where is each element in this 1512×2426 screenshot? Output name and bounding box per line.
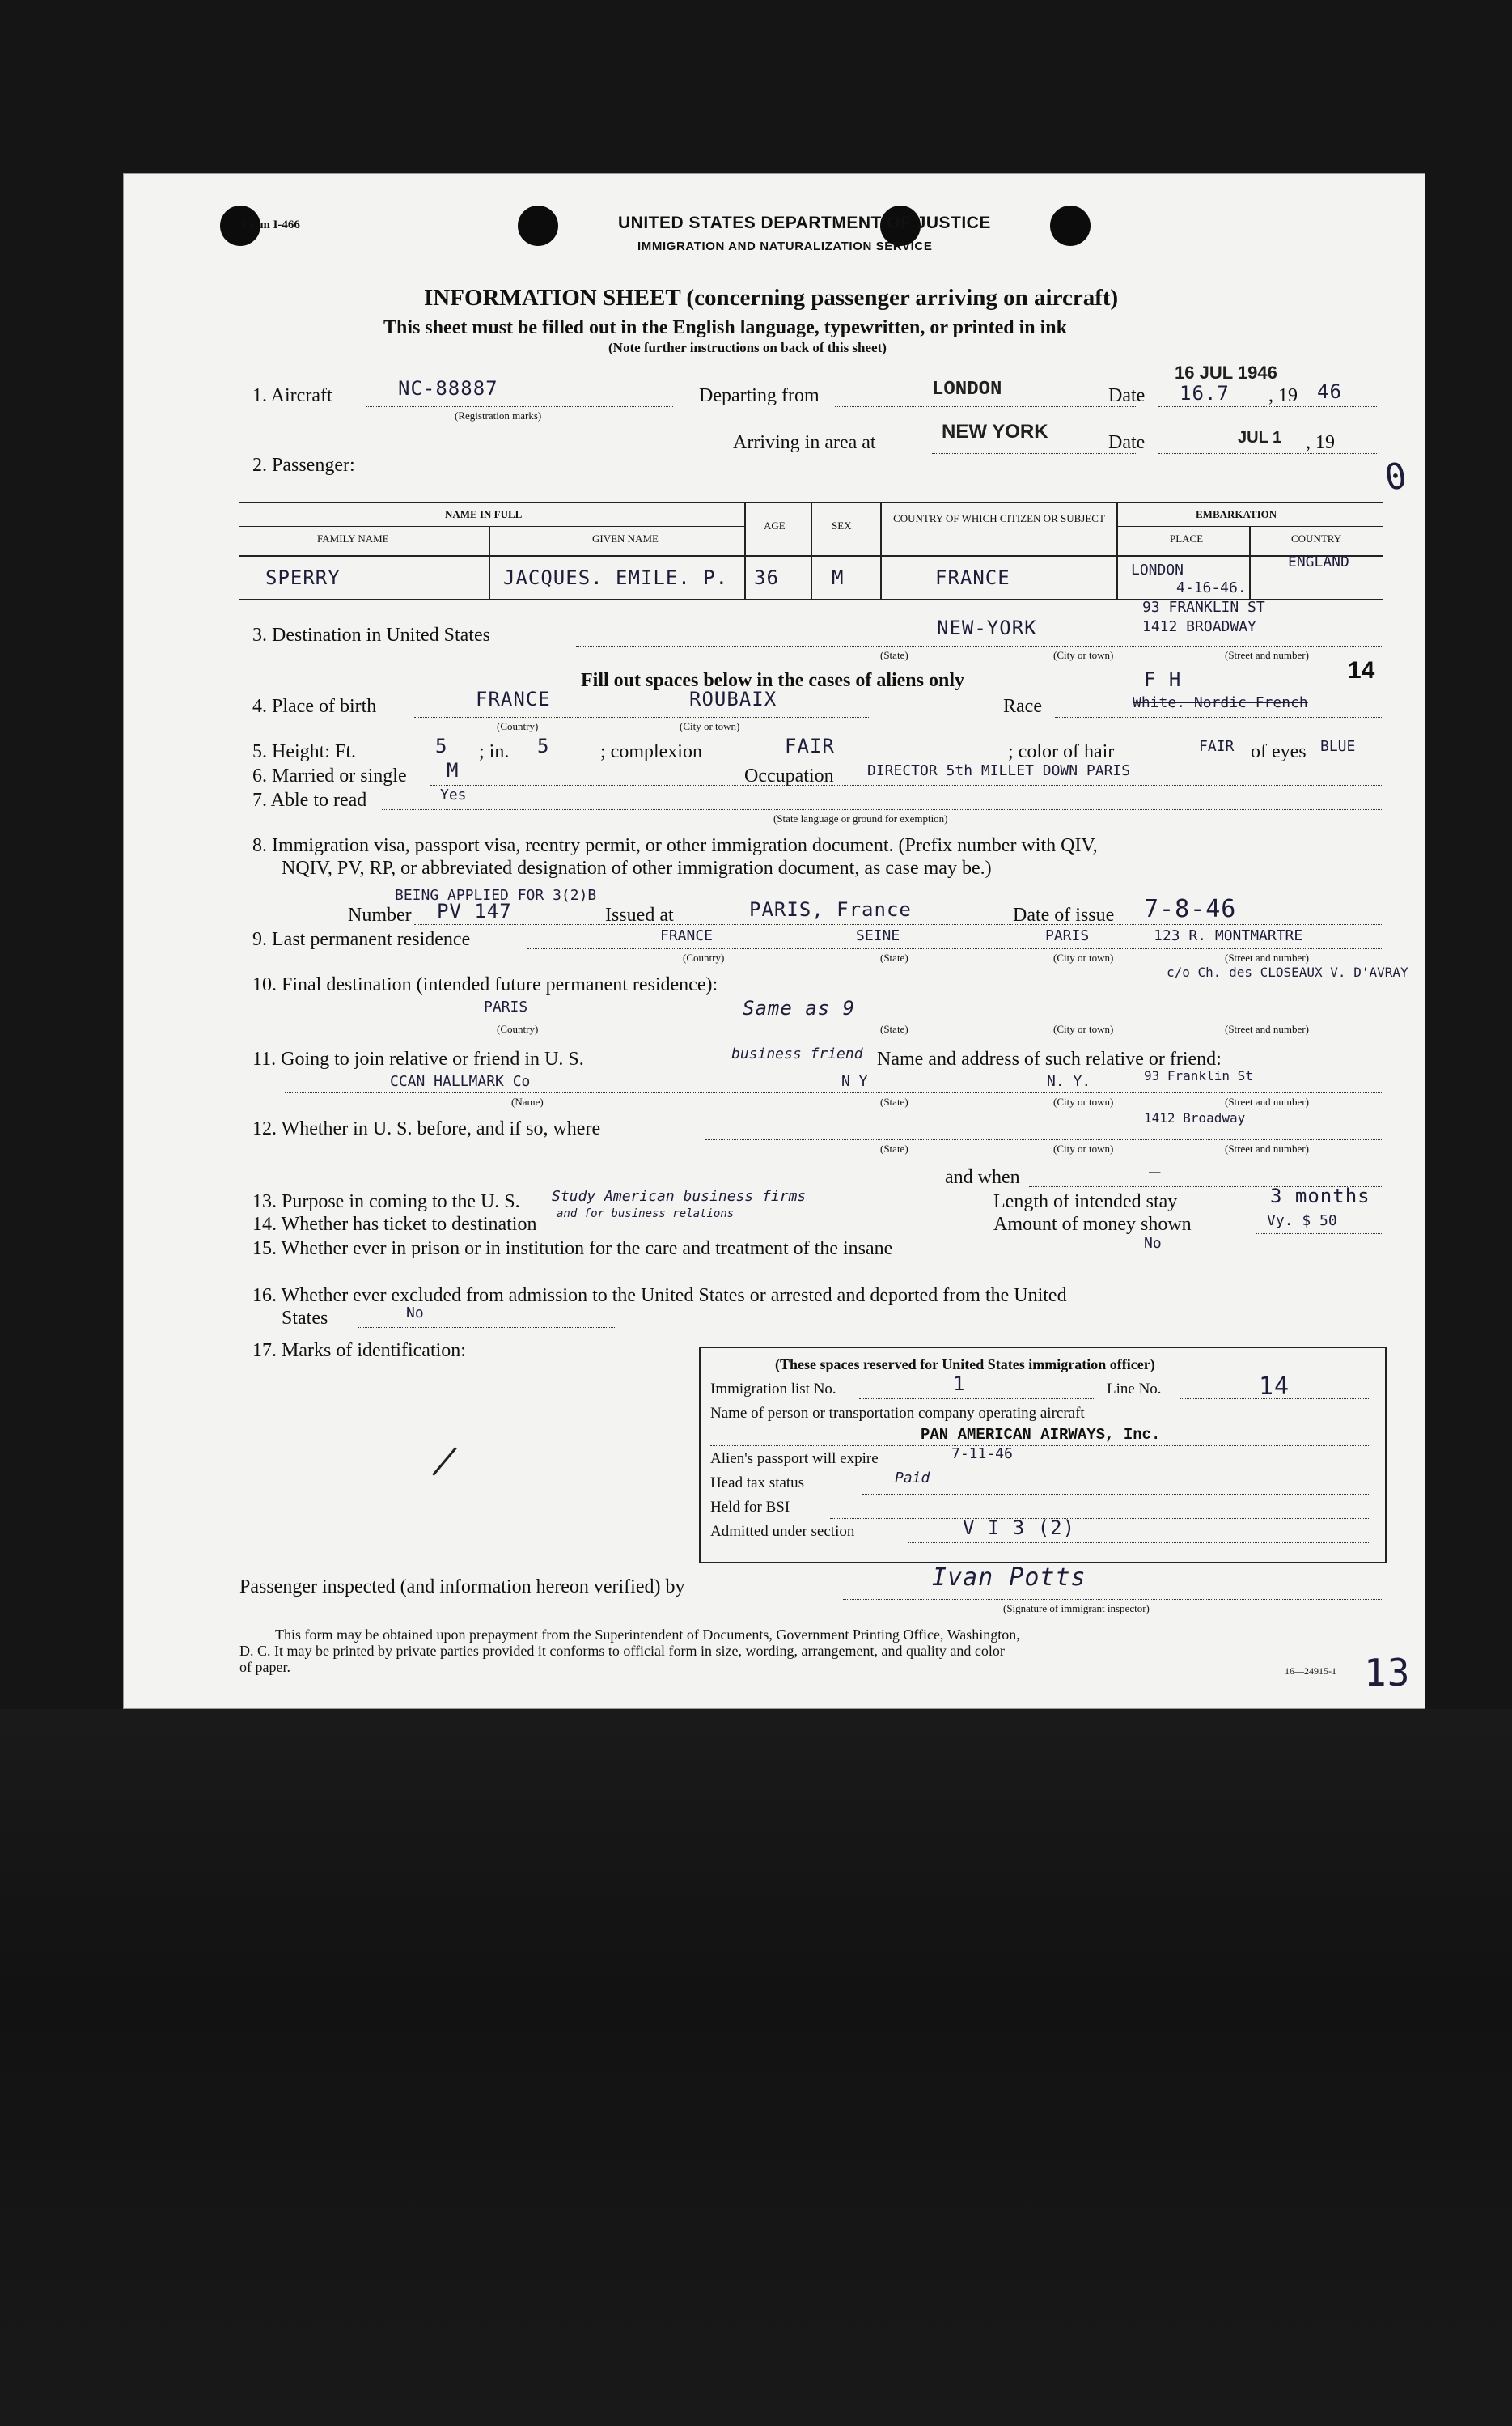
arr-date-label: Date: [1108, 432, 1146, 453]
col-divider: [489, 526, 490, 599]
dest-caption-state: (State): [880, 649, 908, 661]
fd-caption-state: (State): [880, 1023, 908, 1035]
arr-year: , 19: [1306, 432, 1335, 453]
emb-country: ENGLAND: [1288, 553, 1349, 570]
col-divider: [811, 502, 812, 599]
aircraft-label: 1. Aircraft: [252, 385, 332, 406]
emb-place: LONDON: [1131, 562, 1184, 579]
race-value: White. Nordic French: [1133, 694, 1308, 711]
purpose-value: Study American business firms: [552, 1188, 807, 1205]
year-value: 46: [1317, 380, 1342, 403]
height-label: 5. Height: Ft.: [252, 741, 357, 762]
excluded-label-2: States: [282, 1308, 328, 1329]
department-heading: UNITED STATES DEPARTMENT OF JUSTICE: [618, 214, 991, 232]
punch-hole: [1050, 206, 1091, 246]
birth-caption-city: (City or town): [680, 720, 740, 732]
tax-line: [862, 1494, 1370, 1495]
company-line: [710, 1445, 1370, 1446]
company-value: PAN AMERICAN AIRWAYS, Inc.: [921, 1426, 1161, 1444]
occupation-label: Occupation: [744, 766, 834, 787]
date-line: [1158, 406, 1377, 407]
join-hw: business friend: [731, 1045, 863, 1062]
before-caption-state: (State): [880, 1143, 908, 1155]
departing-value: LONDON: [932, 379, 1002, 401]
birth-caption-country: (Country): [497, 720, 539, 732]
birth-country: FRANCE: [476, 688, 551, 710]
header-name-in-full: NAME IN FULL: [445, 508, 523, 520]
scan-background: [0, 1709, 1512, 2426]
inspection-label: Passenger inspected (and information hereon verified) by: [239, 1576, 685, 1597]
dest-caption-city: (City or town): [1053, 649, 1114, 661]
married-label: 6. Married or single: [252, 766, 407, 787]
join-name: CCAN HALLMARK Co: [390, 1073, 531, 1090]
aliens-note: Fill out spaces below in the cases of aliens only: [581, 670, 965, 691]
fd-caption-street: (Street and number): [1225, 1023, 1309, 1035]
residence-country: FRANCE: [660, 927, 714, 944]
hair-value: FAIR: [1199, 738, 1235, 755]
passenger-label: 2. Passenger:: [252, 455, 355, 476]
signature-caption: (Signature of immigrant inspector): [1003, 1602, 1150, 1614]
residence-state: SEINE: [856, 927, 900, 944]
form-instruction: This sheet must be filled out in the English language, typewritten, or printed in ink: [383, 317, 1067, 338]
ticket-label: 14. Whether has ticket to destination: [252, 1214, 537, 1235]
date-value: 16.7: [1180, 382, 1230, 405]
marks-stroke: [432, 1447, 457, 1476]
punch-hole: [518, 206, 558, 246]
header-place: PLACE: [1170, 532, 1204, 545]
join-name-addr-label: Name and address of such relative or friend:: [877, 1049, 1222, 1070]
expire-value: 7-11-46: [951, 1445, 1013, 1462]
excluded-value: No: [406, 1304, 424, 1321]
money-label: Amount of money shown: [993, 1214, 1192, 1235]
res-caption-city: (City or town): [1053, 952, 1114, 964]
form-note: (Note further instructions on back of this sheet): [608, 340, 887, 355]
join-city: N. Y.: [1047, 1073, 1091, 1090]
visa-date-value: 7-8-46: [1144, 895, 1237, 923]
footer-line-3: of paper.: [239, 1659, 290, 1675]
residence-street: 123 R. MONTMARTRE: [1154, 927, 1303, 944]
residence-extra: c/o Ch. des CLOSEAUX V. D'AVRAY: [1167, 965, 1408, 980]
tax-label: Head tax status: [710, 1474, 805, 1491]
complexion-value: FAIR: [785, 735, 835, 757]
join-caption-street: (Street and number): [1225, 1096, 1309, 1108]
arriving-label: Arriving in area at: [733, 432, 876, 453]
col-divider: [744, 502, 746, 599]
header-sex: SEX: [832, 520, 852, 532]
height-in: 5: [537, 735, 550, 757]
col-divider: [880, 502, 882, 599]
line-no-value: 14: [1259, 1372, 1290, 1401]
company-label: Name of person or transportation company operating aircraft: [710, 1405, 1085, 1422]
occupation-value: DIRECTOR 5th MILLET DOWN PARIS: [867, 762, 1131, 779]
purpose-label: 13. Purpose in coming to the U. S.: [252, 1191, 520, 1212]
join-caption-name: (Name): [511, 1096, 544, 1108]
list-no-label: Immigration list No.: [710, 1381, 836, 1397]
join-caption-city: (City or town): [1053, 1096, 1114, 1108]
fd-caption-city: (City or town): [1053, 1023, 1114, 1035]
officer-box-title: (These spaces reserved for United States immigration officer): [775, 1356, 1155, 1372]
excluded-label-1: 16. Whether ever excluded from admission to the United States or arrested and deported from the United: [252, 1285, 1067, 1306]
read-label: 7. Able to read: [252, 790, 367, 811]
residence-label: 9. Last permanent residence: [252, 929, 471, 950]
eyes-value: BLUE: [1320, 738, 1356, 755]
height-in-label: ; in.: [479, 741, 510, 762]
header-country: COUNTRY OF WHICH CITIZEN OR SUBJECT: [893, 512, 1105, 524]
before-label: 12. Whether in U. S. before, and if so, where: [252, 1118, 601, 1139]
final-dest-state: Same as 9: [743, 997, 856, 1020]
list-no-value: 1: [953, 1372, 966, 1395]
sex-value: M: [832, 566, 845, 589]
race-mark: F H: [1144, 668, 1182, 691]
visa-number-value: PV 147: [437, 900, 512, 922]
visa-date-label: Date of issue: [1013, 905, 1115, 926]
stay-value: 3 months: [1270, 1185, 1370, 1207]
hair-label: ; color of hair: [1008, 741, 1115, 762]
aircraft-caption: (Registration marks): [455, 409, 542, 422]
section-label: Admitted under section: [710, 1523, 855, 1540]
form-number: Form I-466: [241, 218, 300, 231]
page-mark: 13: [1364, 1651, 1411, 1694]
departing-line: [835, 406, 1136, 407]
list-no-line: [859, 1398, 1094, 1399]
arriving-line: [932, 453, 1136, 454]
visa-number-label: Number: [348, 905, 412, 926]
residence-line: [527, 948, 1382, 949]
final-dest-label: 10. Final destination (intended future permanent residence):: [252, 974, 718, 995]
race-line: [1055, 717, 1382, 718]
birth-label: 4. Place of birth: [252, 696, 377, 717]
read-line: [382, 809, 1382, 810]
date-stamp: 16 JUL 1946: [1175, 363, 1277, 383]
col-divider: [1249, 526, 1251, 599]
given-name: JACQUES. EMILE. P.: [503, 566, 729, 589]
expire-label: Alien's passport will expire: [710, 1450, 879, 1467]
residence-city: PARIS: [1045, 927, 1090, 944]
information-sheet: [123, 173, 1425, 1709]
header-emb-country: COUNTRY: [1291, 532, 1342, 545]
money-value: Vy. $ 50: [1267, 1212, 1337, 1229]
prison-value: No: [1144, 1235, 1162, 1252]
visa-issued-label: Issued at: [605, 905, 674, 926]
header-age: AGE: [764, 520, 786, 532]
fd-caption-country: (Country): [497, 1023, 539, 1035]
married-value: M: [447, 759, 460, 782]
visa-number-note: BEING APPLIED FOR 3(2)B: [395, 887, 597, 904]
stay-label: Length of intended stay: [993, 1191, 1178, 1212]
height-ft: 5: [435, 735, 448, 757]
margin-mark: 0: [1381, 454, 1411, 500]
res-caption-country: (Country): [683, 952, 725, 964]
dest-caption-street: (Street and number): [1225, 649, 1309, 661]
date-label: Date: [1108, 385, 1146, 406]
race-label: Race: [1003, 696, 1042, 717]
emb-date: 4-16-46.: [1176, 579, 1247, 596]
line-no-line: [1180, 1398, 1370, 1399]
bsi-label: Held for BSI: [710, 1499, 790, 1516]
res-caption-street: (Street and number): [1225, 952, 1309, 964]
destination-street1: 93 FRANKLIN ST: [1142, 599, 1265, 616]
form-title: INFORMATION SHEET (concerning passenger arriving on aircraft): [424, 285, 1119, 311]
section-value: V I 3 (2): [963, 1516, 1076, 1539]
before-caption-street: (Street and number): [1225, 1143, 1309, 1155]
arr-date-value: JUL 1: [1238, 429, 1282, 447]
header-family: FAMILY NAME: [317, 532, 389, 545]
join-street1: 93 Franklin St: [1144, 1068, 1253, 1084]
bsi-line: [830, 1518, 1370, 1519]
when-value: —: [1149, 1160, 1162, 1183]
margin-number: 14: [1348, 657, 1375, 684]
join-street2: 1412 Broadway: [1144, 1110, 1246, 1126]
service-heading: IMMIGRATION AND NATURALIZATION SERVICE: [637, 240, 933, 253]
join-state: N Y: [841, 1073, 868, 1090]
inspector-signature: Ivan Potts: [932, 1563, 1086, 1592]
before-line: [705, 1139, 1382, 1140]
footer-line-1: This form may be obtained upon prepayment from the Superintendent of Documents, Government Printing Office, Washington,: [275, 1627, 1020, 1643]
arr-date-line: [1158, 453, 1377, 454]
aircraft-line: [366, 406, 673, 407]
arriving-value: NEW YORK: [942, 421, 1048, 443]
footer-line-2: D. C. It may be printed by private parties provided it conforms to official form in size, wording, arrangement, and quality and color: [239, 1643, 1005, 1659]
join-label: 11. Going to join relative or friend in U. S.: [252, 1049, 584, 1070]
tax-value: Paid: [895, 1470, 930, 1487]
destination-line: [576, 646, 1382, 647]
citizen-country: FRANCE: [935, 566, 1010, 589]
visa-issued-value: PARIS, France: [749, 898, 912, 921]
final-dest-country: PARIS: [484, 999, 528, 1016]
join-caption-state: (State): [880, 1096, 908, 1108]
name-sub-rule: [239, 526, 744, 527]
footer-code: 16—24915-1: [1285, 1665, 1336, 1677]
header-embarkation: EMBARKATION: [1196, 508, 1277, 520]
aircraft-value: NC-88887: [398, 377, 498, 400]
res-caption-state: (State): [880, 952, 908, 964]
when-label: and when: [945, 1167, 1020, 1188]
col-divider: [1116, 502, 1118, 599]
officer-box: [699, 1347, 1387, 1563]
visa-line: [414, 924, 1382, 925]
married-line: [430, 785, 1382, 786]
read-value: Yes: [440, 787, 467, 804]
visa-label-2: NQIV, PV, RP, or abbreviated designation of other immigration document, as case may be.): [282, 858, 992, 879]
read-caption: (State language or ground for exemption): [773, 812, 948, 825]
complexion-label: ; complexion: [600, 741, 702, 762]
join-line: [285, 1092, 1382, 1093]
visa-label-1: 8. Immigration visa, passport visa, reentry permit, or other immigration document. (Prefix number with QIV,: [252, 835, 1098, 856]
eyes-label: of eyes: [1251, 741, 1307, 762]
before-caption-city: (City or town): [1053, 1143, 1114, 1155]
money-line: [1256, 1233, 1382, 1234]
destination-street2: 1412 BROADWAY: [1142, 618, 1256, 635]
prison-label: 15. Whether ever in prison or in institution for the care and treatment of the insane: [252, 1238, 893, 1259]
excluded-line: [358, 1327, 616, 1328]
destination-label: 3. Destination in United States: [252, 625, 490, 646]
family-name: SPERRY: [265, 566, 341, 589]
year-prefix: , 19: [1268, 385, 1298, 406]
birth-city: ROUBAIX: [689, 688, 777, 710]
age-value: 36: [754, 566, 779, 589]
purpose-value-2: and for business relations: [557, 1207, 735, 1220]
section-line: [908, 1542, 1370, 1543]
header-given: GIVEN NAME: [592, 532, 659, 545]
departing-label: Departing from: [699, 385, 820, 406]
line-no-label: Line No.: [1107, 1381, 1162, 1397]
signature-line: [843, 1599, 1383, 1600]
destination-state: NEW-YORK: [937, 617, 1037, 639]
marks-label: 17. Marks of identification:: [252, 1340, 466, 1361]
birth-line: [414, 717, 870, 718]
